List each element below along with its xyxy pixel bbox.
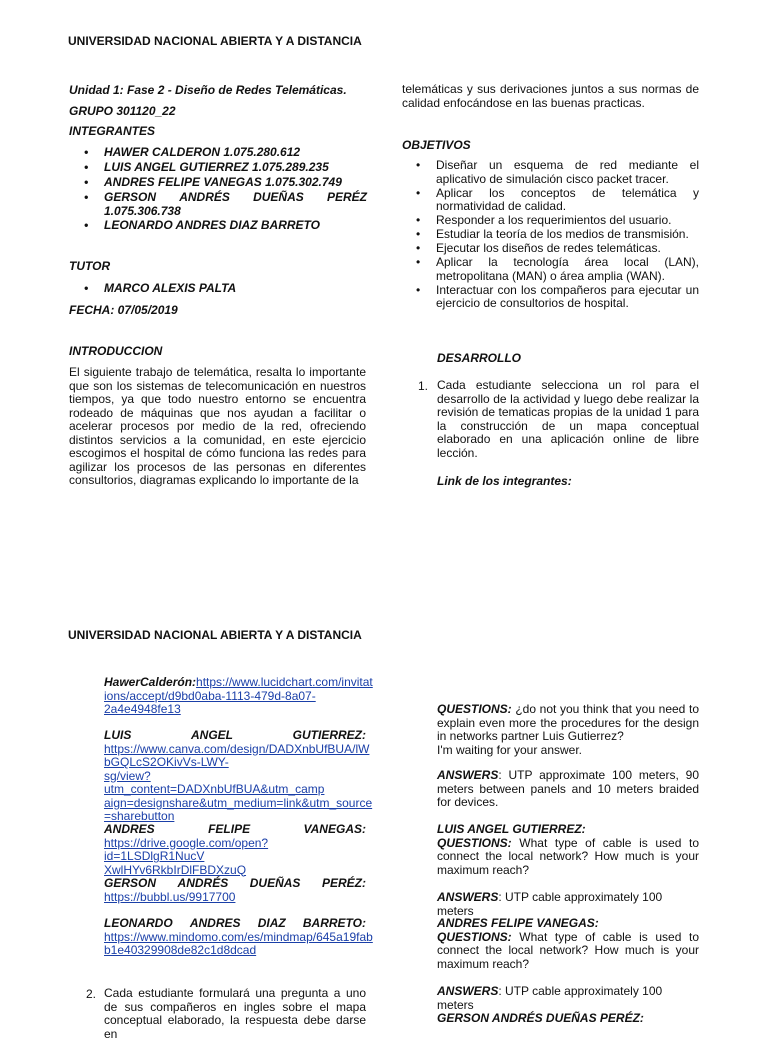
name-word: ANDRES (189, 916, 241, 930)
member-link-name (104, 729, 366, 743)
item2-number: 2. (86, 987, 97, 1001)
name-word: ANDRES (104, 822, 155, 836)
member-link-url[interactable]: sg/view?utm_content=DADXnbUfBUA&utm_camp (104, 768, 325, 796)
intro-heading: INTRODUCCION (69, 344, 163, 358)
name-word: GERSON (104, 876, 157, 890)
member-item (104, 191, 367, 219)
objective-item: • Estudiar la teoría de los medios de transmisión. (436, 228, 699, 242)
member-word: PERÉZ (326, 190, 367, 204)
member-word: DUEÑAS (253, 190, 304, 204)
objectives-heading: OBJETIVOS (402, 138, 471, 152)
member-name: LUIS ANGEL GUTIERREZ: (437, 822, 586, 836)
member-link-url[interactable]: b1e40329908de82c1d8dcad (104, 943, 257, 957)
member-link-url[interactable]: aign=designshare&utm_medium=link&utm_source (104, 795, 373, 810)
name-word: BARRETO: (302, 916, 366, 930)
member-link-block (104, 675, 373, 717)
name-word: DIAZ (257, 916, 286, 930)
member-link-url[interactable]: XwlHYv6RkbIrDlFBDXzuQ (104, 862, 247, 877)
member-link-url[interactable]: bGQLcS2OKivVs-LWY- (104, 755, 229, 769)
member-link-name (104, 877, 366, 891)
member-link-url[interactable]: ions/accept/d9bd0aba-1113-479d-8a07- (104, 688, 316, 703)
question-label: QUESTIONS: (437, 702, 512, 716)
intro-text: El siguiente trabajo de telemática, resalta lo importante que son los sistemas de telecomunicación en nuestros tiempos, ya que todo nuestro entorno se encuentra rodeado de máquinas que nos ayudan a facilitar o acelerar procesos por medio de la red, ofreciendo distintos servicios a la comunidad, en este ejercicio escogimos el hospital de cómo funciona las redes para agilizar los procesos de las personas en diferentes consultorios, diagramas explicando lo importante de la (69, 365, 366, 487)
answer-text: : UTP cable approximately 100 meters (437, 984, 663, 1012)
qa-block-1 (437, 703, 699, 757)
objective-item: • Ejecutar los diseños de redes telemáticas. (436, 242, 699, 256)
name-word: ANGEL (191, 728, 233, 742)
member-word: • GERSON (104, 190, 157, 204)
question-label: QUESTIONS: (437, 835, 512, 850)
members-heading: INTEGRANTES (69, 124, 156, 138)
item2-text: Cada estudiante formulará una pregunta a uno de sus compañeros en ingles sobre el mapa conceptual elaborado, la respuesta debe darse en (104, 986, 366, 1041)
tutor-heading: TUTOR (69, 259, 111, 273)
member-link-name (104, 917, 366, 931)
intro-continuation: telemáticas y sus derivaciones juntos a sus normas de calidad enfocándose en las buenas practicas. (402, 82, 699, 110)
objectives-list (436, 159, 699, 311)
tutor-name: • MARCO ALEXIS PALTA (104, 281, 236, 295)
member-link-url[interactable]: https://www.canva.com/design/DADXnbUfBUA/lW (104, 741, 370, 756)
page1-header: UNIVERSIDAD NACIONAL ABIERTA Y A DISTANCIA (68, 34, 362, 48)
tutor-list (104, 281, 236, 295)
member-name-line (104, 191, 367, 205)
member-name: ANDRES FELIPE VANEGAS: (437, 916, 599, 930)
member-word: ANDRÉS (179, 190, 230, 204)
member-link-url[interactable]: 2a4e4948fe13 (104, 702, 181, 716)
name-word: LUIS (104, 728, 132, 742)
group-id: GRUPO 301120_22 (69, 104, 176, 118)
answer-label: ANSWERS (437, 768, 499, 782)
member-link-url[interactable]: =sharebutton (104, 809, 175, 823)
qa-block-2 (437, 823, 699, 877)
member-link-url[interactable]: https://www.lucidchart.com/invitat (196, 675, 373, 689)
answer-block-3 (437, 984, 699, 1012)
links-heading: Link de los integrantes: (437, 474, 572, 488)
question-text: What type of cable is used to connect the local network? How much is your maximum reach? (437, 835, 699, 877)
dev-item-text: Cada estudiante selecciona un rol para el desarrollo de la actividad y luego debe realizar la revisión de tematicas propias de la unidad 1 para la construcción de un mapa conceptual elaborado en una aplicación online de libre lección. (437, 378, 699, 460)
question-text: What type of cable is used to connect the local network? How much is your maximum reach? (437, 929, 699, 971)
objective-item: • Aplicar la tecnología área local (LAN), metropolitana (MAN) o área amplia (WAN). (436, 256, 699, 283)
unit-title: Unidad 1: Fase 2 - Diseño de Redes Telemáticas. (69, 83, 347, 97)
waiting-text: I'm waiting for your answer. (437, 742, 583, 757)
date: FECHA: 07/05/2019 (69, 303, 178, 317)
member-item: • LEONARDO ANDRES DIAZ BARRETO (104, 219, 367, 234)
member-link-name: HawerCalderón: (104, 675, 197, 689)
member-name: GERSON ANDRÉS DUEÑAS PERÉZ: (437, 1011, 644, 1025)
answer-text: : UTP approximate 100 meters, 90 meters between panels and 10 meters braided for devices. (437, 768, 699, 809)
name-word: VANEGAS: (303, 822, 366, 836)
member-link-name (104, 823, 366, 837)
answer-block-2 (437, 890, 699, 918)
page2-header: UNIVERSIDAD NACIONAL ABIERTA Y A DISTANCIA (68, 628, 362, 642)
question-text: ¿do not you think that you need to explain even more the procedures for the design in networks partner Luis Gutierrez? (437, 702, 699, 743)
answer-label: ANSWERS (437, 984, 499, 998)
member-link-url[interactable]: https://bubbl.us/9917700 (104, 889, 236, 904)
dev-item-number: 1. (418, 379, 429, 393)
member-link-block (104, 916, 373, 958)
name-word: GUTIERREZ: (292, 728, 366, 742)
objective-item: • Diseñar un esquema de red mediante el aplicativo de simulación cisco packet tracer. (436, 159, 699, 186)
development-heading: DESARROLLO (437, 351, 521, 365)
answer-block-1 (437, 769, 699, 810)
member-link-block (104, 728, 373, 824)
name-word: FELIPE (208, 822, 251, 836)
name-word: PERÉZ: (321, 876, 366, 890)
name-word: ANDRÉS (177, 876, 229, 890)
members-list (104, 146, 367, 234)
member-link-block (104, 877, 366, 904)
objective-item: • Aplicar los conceptos de telemática y normatividad de calidad. (436, 187, 699, 214)
member-item: • HAWER CALDERON 1.075.280.612 (104, 146, 367, 161)
answer-text: : UTP cable approximately 100 meters (437, 890, 663, 918)
objective-item: • Responder a los requerimientos del usuario. (436, 214, 699, 228)
member-link-block (104, 823, 366, 877)
member-item: • ANDRES FELIPE VANEGAS 1.075.302.749 (104, 176, 367, 191)
member-link-url[interactable]: https://drive.google.com/open?id=1LSDlgR1NucV (104, 835, 269, 863)
qa-block-3 (437, 917, 699, 971)
member-link-url[interactable]: https://www.mindomo.com/es/mindmap/645a19fab (104, 929, 373, 944)
objective-item: • Interactuar con los compañeros para ejecutar un ejercicio de consultorios de hospital. (436, 284, 699, 311)
member-item: • LUIS ANGEL GUTIERREZ 1.075.289.235 (104, 161, 367, 176)
question-label: QUESTIONS: (437, 929, 512, 944)
name-word: DUEÑAS (249, 876, 301, 890)
answer-label: ANSWERS (437, 890, 499, 904)
member-id: 1.075.306.738 (104, 203, 181, 218)
name-word: LEONARDO (104, 916, 173, 930)
